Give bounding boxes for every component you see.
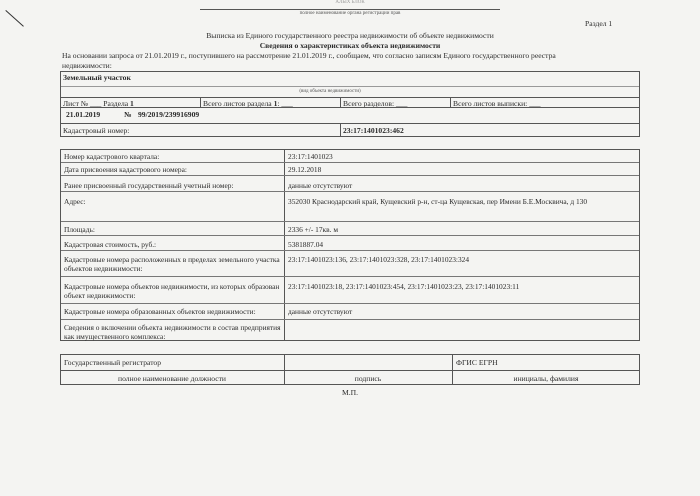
row-value-cadastral-cost: 5381887.04 [288, 240, 324, 249]
object-row-divider-3 [61, 123, 639, 124]
row-label-enterprise: Сведения о включении объекта недвижимости в состав предприятия как имущественного комплекса: [64, 323, 281, 341]
row-label-formed-objects: Кадастровые номера образованных объектов недвижимости: [64, 307, 256, 316]
row-value-area: 2336 +/- 17кв. м [288, 225, 339, 234]
object-col-divider-2 [340, 97, 341, 107]
cut-top-text: АЛЫХ БЛОК [335, 0, 365, 5]
row-label-area: Площадь: [64, 225, 95, 234]
row-divider-3 [61, 191, 639, 192]
row-value-address: 352030 Краснодарский край, Кущевский р-н, ст-ца Кущевская, пер Имени Б.Е.Москвича, д 130 [288, 197, 588, 206]
total-razdel-blank: : ___ [277, 99, 293, 108]
organ-underline [200, 9, 500, 10]
object-row-divider-1 [61, 97, 639, 98]
row-label-quarter: Номер кадастрового квартала: [64, 152, 160, 161]
cadastral-number-value: 23:17:1401023:462 [343, 126, 404, 135]
list-number-blank: ___ [89, 99, 102, 108]
document-subtitle: Сведения о характеристиках объекта недвижимости [259, 41, 441, 50]
row-divider-9 [61, 319, 639, 320]
razdel-label: Раздел 1 [585, 19, 613, 28]
caption-initials: инициалы, фамилия [513, 374, 579, 383]
scan-artifact-line [5, 10, 24, 27]
extract-number-label: № [124, 110, 132, 119]
row-divider-4 [61, 221, 639, 222]
row-label-cadastral-cost: Кадастровая стоимость, руб.: [64, 240, 157, 249]
row-value-previous-number: данные отсутствуют [288, 181, 353, 190]
row-divider-1 [61, 162, 639, 163]
characteristics-col-divider [284, 149, 285, 341]
object-col-divider-3 [450, 97, 451, 107]
razdel-number: 1 [130, 99, 134, 108]
total-razdel-label: Всего листов раздела [203, 99, 272, 108]
row-label-source-objects: Кадастровые номера объектов недвижимости, из которых образован объект недвижимости: [64, 282, 280, 300]
caption-signature: подпись [354, 374, 382, 383]
row-divider-6 [61, 250, 639, 251]
row-divider-2 [61, 175, 639, 176]
row-label-address: Адрес: [64, 197, 86, 206]
row-label-located-objects: Кадастровые номера расположенных в пределах земельного участка объектов недвижимости: [64, 255, 280, 273]
total-sections-blank: ___ [395, 99, 408, 108]
object-type-caption: (вид объекта недвижимости) [299, 89, 361, 94]
row-label-previous-number: Ранее присвоенный государственный учетный номер: [64, 181, 234, 190]
row-divider-8 [61, 303, 639, 304]
object-type-underline [61, 86, 639, 87]
row-value-quarter: 23:17:1401023 [288, 152, 333, 161]
row-divider-5 [61, 235, 639, 236]
extract-date: 21.01.2019 [66, 110, 101, 119]
row-value-formed-objects: данные отсутствуют [288, 307, 353, 316]
registrar-org: ФГИС ЕГРН [456, 358, 498, 367]
row-value-source-objects: 23:17:1401023:18, 23:17:1401023:454, 23:17:1401023:23, 23:17:1401023:11 [288, 282, 520, 291]
row-divider-7 [61, 276, 639, 277]
document-title: Выписка из Единого государственного реестра недвижимости об объекте недвижимости [206, 31, 494, 40]
object-row-divider-2 [61, 107, 639, 108]
total-sections-label: Всего разделов: [343, 99, 395, 108]
extract-number: 99/2019/239916909 [138, 110, 200, 119]
object-col-divider-4 [340, 123, 341, 136]
cadastral-number-label: Кадастровый номер: [63, 126, 130, 135]
object-type: Земельный участок [63, 73, 131, 82]
razdel-word: Раздела [103, 99, 129, 108]
caption-position: полное наименование должности [118, 374, 226, 383]
row-label-assign-date: Дата присвоения кадастрового номера: [64, 165, 187, 174]
total-razdel-value: 1 [273, 99, 278, 108]
basis-text-line1: На основании запроса от 21.01.2019 г., поступившего на рассмотрение 21.01.2019 г., сообщаем, что согласно записям Единого государственного реестра [62, 51, 556, 60]
list-number-label: Лист № [63, 99, 89, 108]
total-pages-blank: ___ [529, 99, 541, 108]
registrar-position: Государственный регистратор [64, 358, 162, 367]
row-value-assign-date: 29.12.2018 [288, 165, 322, 174]
row-value-located-objects: 23:17:1401023:136, 23:17:1401023:328, 23:17:1401023:324 [288, 255, 470, 264]
signature-divider [61, 370, 639, 371]
basis-text-line2: недвижимости: [62, 61, 112, 70]
stamp-place: М.П. [341, 388, 359, 397]
object-col-divider-1 [200, 97, 201, 107]
organ-caption: полное наименование органа регистрации прав [299, 11, 401, 16]
total-pages-label: Всего листов выписки: [453, 99, 528, 108]
